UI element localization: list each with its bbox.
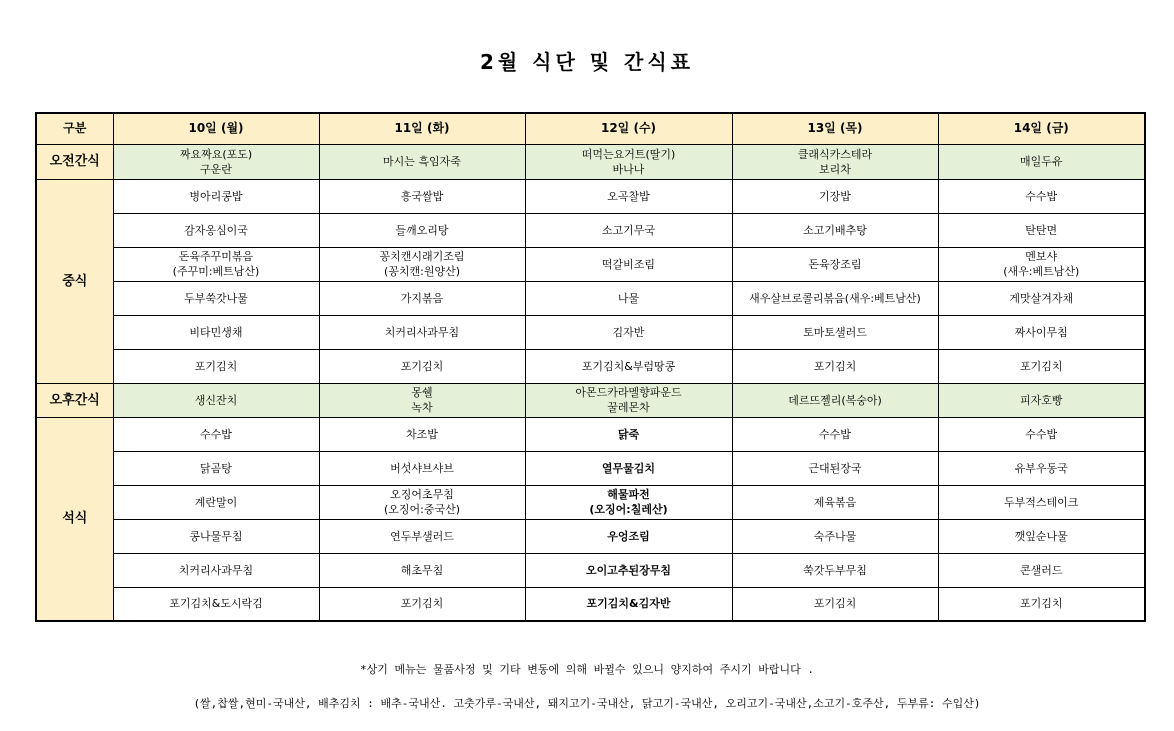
dinner-row [36, 587, 1145, 621]
menu-cell [732, 144, 938, 179]
menu-cell [113, 315, 319, 349]
menu-item-text: 수수밥 [1025, 427, 1058, 441]
header-category: 구분 [36, 113, 113, 144]
menu-cell [938, 315, 1145, 349]
menu-item-text: 감자옹심이국 [184, 223, 248, 237]
menu-cell [525, 315, 732, 349]
menu-item-text: 포기김치&김자반 [586, 597, 671, 611]
menu-cell [732, 213, 938, 247]
menu-cell [113, 587, 319, 621]
menu-item-text: (오징어:중국산) [383, 503, 461, 516]
menu-item-text: 돈육장조림 [808, 257, 862, 271]
menu-cell [938, 485, 1145, 519]
lunch-row [36, 213, 1145, 247]
menu-item-text: 나물 [617, 291, 640, 305]
menu-item-text: 제육볶음 [813, 495, 857, 509]
menu-cell [938, 451, 1145, 485]
menu-item-text: 쑥갓두부무침 [803, 563, 867, 577]
menu-cell [113, 144, 319, 179]
menu-item-text: (새우:베트남산) [1003, 265, 1080, 278]
menu-cell [319, 179, 525, 213]
dinner-row [36, 485, 1145, 519]
menu-item-text: 몽쉘 [411, 386, 433, 399]
menu-cell [938, 144, 1145, 179]
menu-item-text: 떠먹는요거트(딸기) [581, 147, 676, 161]
menu-cell [113, 179, 319, 213]
menu-item-text: 연두부샐러드 [390, 529, 454, 543]
menu-item-text: 포기김치 [400, 359, 444, 373]
menu-item-text: (꽁치캔:원양산) [383, 265, 461, 278]
menu-cell [525, 281, 732, 315]
menu-cell [525, 519, 732, 553]
menu-item-text: 열무물김치 [601, 461, 656, 475]
menu-item-text: 떡갈비조림 [601, 257, 656, 271]
menu-item-text: (오징어:칠레산) [589, 503, 668, 516]
menu-item-text: 클래식카스테라 [797, 147, 873, 161]
menu-cell [525, 485, 732, 519]
menu-item-text: 녹차 [411, 401, 433, 414]
note-change-notice: *상기 메뉴는 물품사정 및 기타 변동에 의해 바뀔수 있으니 양지하여 주시기 바랍니다 . [360, 663, 814, 676]
header-row [36, 113, 1145, 144]
menu-item-text: 기장밥 [819, 189, 851, 203]
menu-item-text: 김자반 [612, 325, 645, 339]
note-origin-info: (쌀,찹쌀,현미-국내산, 배추김치 : 배추-국내산. 고춧가루-국내산, 돼지고기-국내산, 닭고기-국내산, 오리고기-국내산,소고기-호주산, 두부류: 수입산) [193, 697, 981, 710]
menu-item-text: 포기김치 [194, 359, 238, 373]
menu-cell [938, 417, 1145, 451]
menu-item-text: 근대된장국 [808, 461, 862, 475]
menu-item-text: 포기김치&도시락김 [169, 597, 263, 611]
menu-item-text: 마시는 흑임자죽 [383, 155, 461, 168]
menu-cell [113, 349, 319, 383]
meal-label: 오후간식 [36, 383, 113, 417]
menu-cell [319, 213, 525, 247]
menu-cell [113, 247, 319, 281]
menu-item-text: 포기김치 [813, 359, 857, 373]
menu-cell [319, 349, 525, 383]
menu-cell [113, 417, 319, 451]
afternoon-snack-row [36, 383, 1145, 417]
menu-cell [525, 553, 732, 587]
lunch-row [36, 247, 1145, 281]
menu-cell [732, 417, 938, 451]
menu-item-text: 닭곰탕 [200, 461, 232, 475]
menu-item-text: 포기김치 [813, 597, 857, 611]
menu-item-text: 콘샐러드 [1019, 563, 1063, 577]
menu-cell [525, 213, 732, 247]
menu-cell [525, 587, 732, 621]
menu-cell [732, 179, 938, 213]
menu-item-text: 들깨오리탕 [395, 223, 449, 237]
menu-cell [732, 519, 938, 553]
menu-item-text: 매일두유 [1019, 155, 1063, 168]
menu-item-text: 흥국쌀밥 [400, 189, 444, 203]
menu-item-text: 콩나물무침 [189, 529, 243, 543]
menu-cell [938, 519, 1145, 553]
menu-cell [319, 485, 525, 519]
menu-item-text: 가지볶음 [400, 291, 444, 305]
menu-item-text: 수수밥 [200, 427, 232, 441]
page-title: 2월 식단 및 간식표 [479, 50, 695, 74]
menu-item-text: 치커리사과무침 [178, 563, 254, 577]
header-day: 12일 (수) [525, 113, 732, 144]
menu-item-text: 토마토샐러드 [803, 325, 867, 339]
menu-cell [319, 281, 525, 315]
menu-item-text: 탄탄면 [1025, 223, 1058, 237]
menu-cell [113, 383, 319, 417]
menu-item-text: 치커리사과무침 [384, 325, 460, 339]
menu-item-text: 수수밥 [1025, 189, 1058, 203]
menu-item-text: 오징어초무침 [390, 488, 454, 501]
menu-cell [732, 553, 938, 587]
menu-item-text: 오이고추된장무침 [585, 563, 671, 577]
menu-cell [938, 213, 1145, 247]
menu-item-text: 생신잔치 [194, 393, 238, 407]
menu-item-text: 유부우동국 [1014, 461, 1068, 475]
menu-cell [319, 451, 525, 485]
menu-cell [732, 281, 938, 315]
dinner-row [36, 519, 1145, 553]
menu-cell [938, 587, 1145, 621]
menu-item-text: 병아리콩밥 [189, 189, 243, 203]
menu-cell [319, 519, 525, 553]
menu-item-text: 포기김치 [1019, 597, 1063, 611]
menu-cell [732, 315, 938, 349]
menu-item-text: 바나나 [612, 162, 645, 176]
menu-cell [113, 451, 319, 485]
dinner-row [36, 553, 1145, 587]
menu-cell [732, 383, 938, 417]
menu-item-text: 게맛살겨자채 [1009, 291, 1074, 305]
menu-cell [525, 144, 732, 179]
menu-cell [113, 553, 319, 587]
menu-item-text: 아몬드카라멜향파운드 [575, 386, 682, 399]
menu-item-text: 차조밥 [406, 427, 438, 441]
menu-cell [732, 587, 938, 621]
menu-item-text: 수수밥 [819, 427, 851, 441]
menu-cell [319, 383, 525, 417]
meal-label: 중식 [36, 179, 113, 383]
menu-cell [938, 553, 1145, 587]
menu-cell [113, 281, 319, 315]
menu-cell [319, 315, 525, 349]
menu-cell [938, 383, 1145, 417]
menu-cell [113, 519, 319, 553]
menu-item-text: 닭죽 [617, 427, 640, 441]
lunch-row [36, 349, 1145, 383]
menu-item-text: 해물파전 [607, 488, 650, 501]
menu-item-text: 두부적스테이크 [1004, 495, 1079, 509]
menu-cell [732, 485, 938, 519]
menu-item-text: 우엉조림 [607, 529, 650, 543]
menu-cell [113, 213, 319, 247]
menu-item-text: 보리차 [819, 162, 851, 176]
menu-item-text: 멘보샤 [1025, 250, 1058, 263]
morning-snack-row [36, 144, 1145, 179]
menu-item-text: 해초무침 [400, 563, 444, 577]
menu-item-text: 버섯샤브샤브 [390, 461, 454, 475]
menu-cell [525, 179, 732, 213]
menu-item-text: 계란말이 [194, 495, 238, 509]
menu-cell [525, 417, 732, 451]
dinner-row [36, 417, 1145, 451]
menu-item-text: 숙주나물 [813, 529, 857, 543]
menu-item-text: 깻잎순나물 [1014, 529, 1068, 543]
menu-cell [319, 553, 525, 587]
menu-cell [319, 144, 525, 179]
menu-cell [525, 349, 732, 383]
menu-cell [319, 247, 525, 281]
menu-item-text: 구운란 [200, 162, 232, 176]
menu-item-text: 포기김치 [400, 597, 444, 611]
menu-item-text: 돈육주꾸미볶음 [178, 250, 254, 263]
header-day: 14일 (금) [938, 113, 1145, 144]
menu-item-text: 피자호빵 [1019, 393, 1063, 407]
menu-item-text: 소고기무국 [601, 223, 656, 237]
meal-label: 오전간식 [36, 144, 113, 179]
menu-cell [938, 349, 1145, 383]
menu-cell [732, 349, 938, 383]
menu-cell [525, 451, 732, 485]
menu-cell [319, 417, 525, 451]
menu-item-text: 비타민생채 [189, 325, 243, 339]
menu-cell [525, 383, 732, 417]
menu-item-text: 짜요짜요(포도) [179, 147, 253, 161]
header-day: 13일 (목) [732, 113, 938, 144]
menu-cell [938, 247, 1145, 281]
menu-item-text: 꿀레몬차 [607, 401, 650, 414]
menu-cell [113, 485, 319, 519]
lunch-row [36, 179, 1145, 213]
header-day: 10일 (월) [113, 113, 319, 144]
menu-item-text: 포기김치 [1019, 359, 1063, 373]
lunch-row [36, 281, 1145, 315]
menu-item-text: 소고기배추탕 [803, 223, 867, 237]
header-day: 11일 (화) [319, 113, 525, 144]
lunch-row [36, 315, 1145, 349]
menu-table [35, 112, 1146, 622]
meal-label: 석식 [36, 417, 113, 621]
menu-cell [319, 587, 525, 621]
menu-item-text: 오곡찰밥 [607, 189, 650, 203]
menu-cell [525, 247, 732, 281]
menu-item-text: 짜사이무침 [1014, 325, 1068, 339]
menu-item-text: (주꾸미:베트남산) [172, 265, 260, 278]
menu-cell [938, 179, 1145, 213]
menu-cell [732, 451, 938, 485]
menu-cell [732, 247, 938, 281]
menu-item-text: 데르뜨젤리(복숭아) [788, 393, 882, 407]
dinner-row [36, 451, 1145, 485]
menu-item-text: 포기김치&부럼땅콩 [581, 359, 676, 373]
menu-item-text: 새우살브로콜리볶음(새우:베트남산) [749, 291, 921, 305]
menu-item-text: 두부쑥갓나물 [184, 291, 248, 305]
menu-cell [938, 281, 1145, 315]
menu-item-text: 꽁치캔시래기조림 [379, 250, 465, 263]
